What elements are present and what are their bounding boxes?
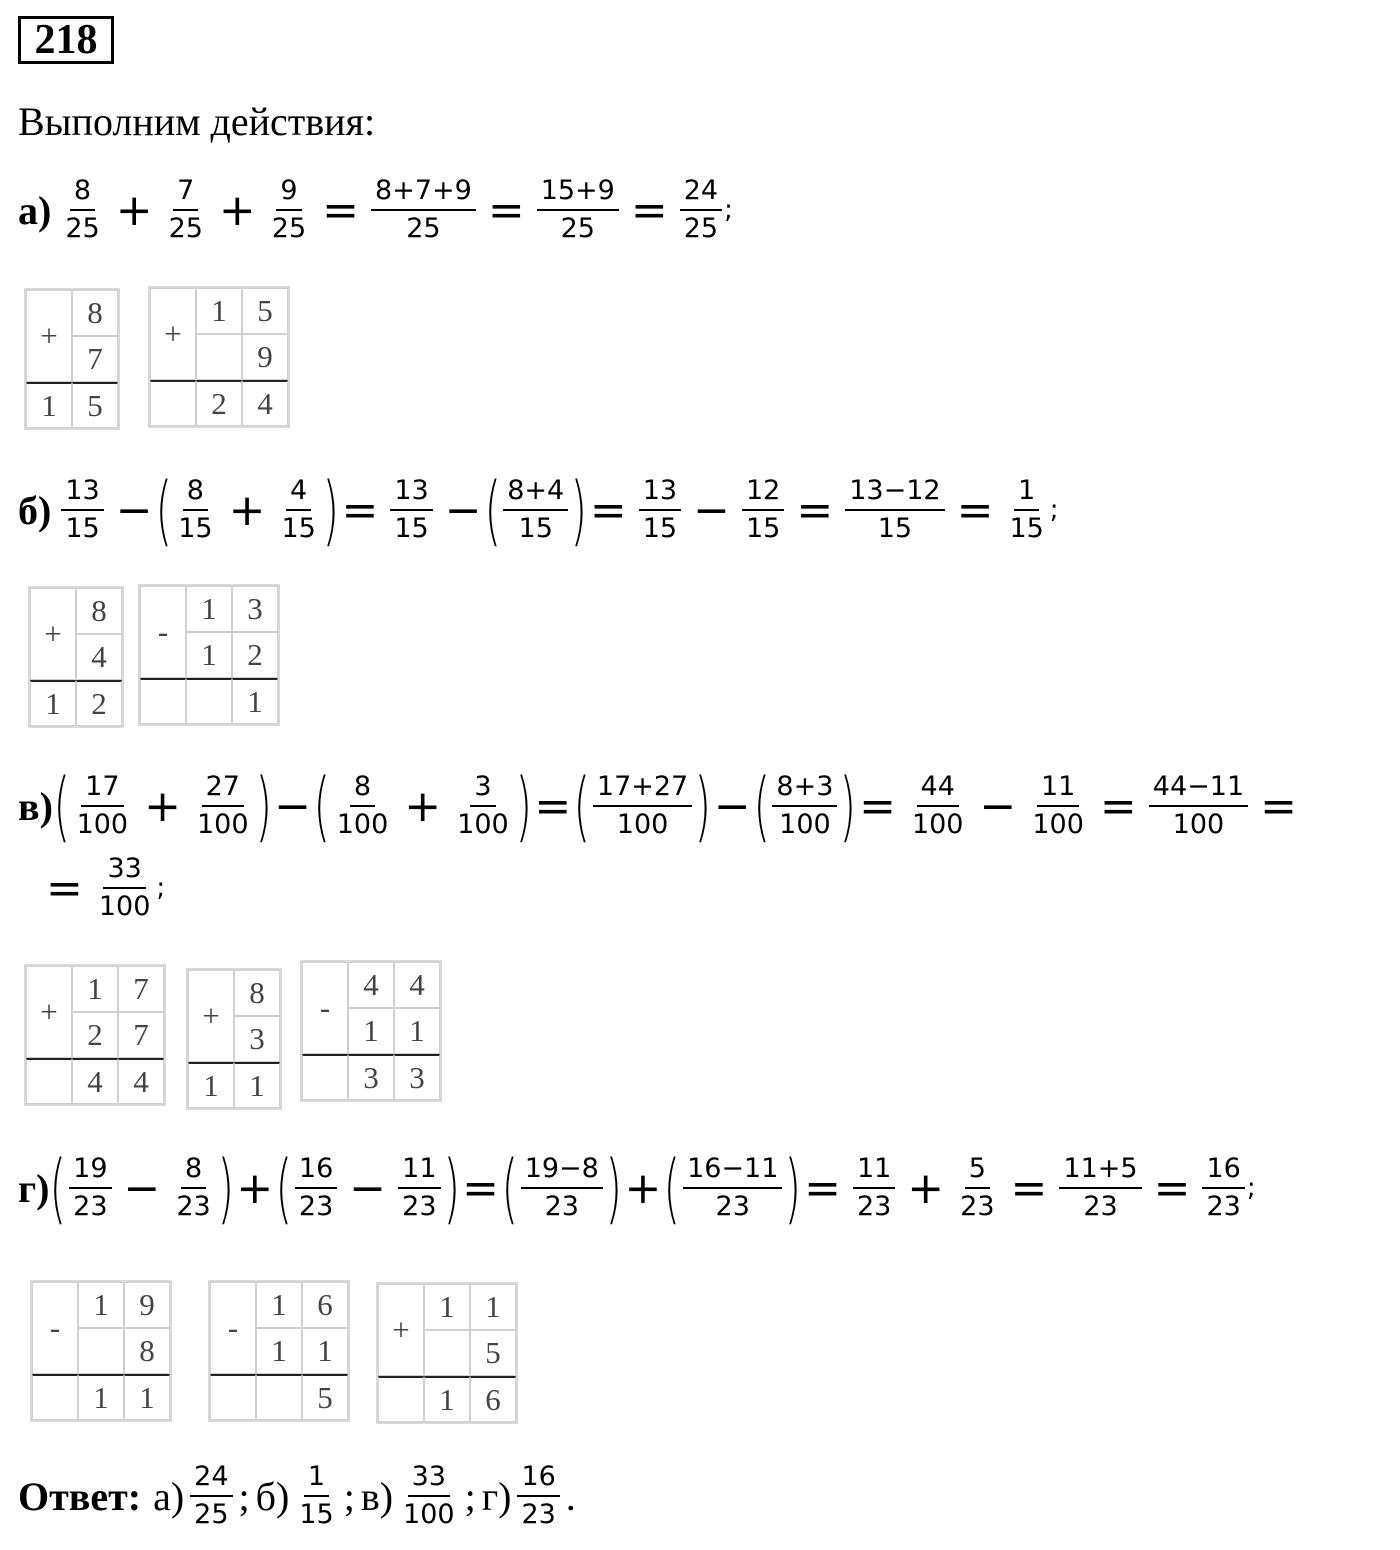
numerator: 27 [202,771,244,807]
operator: + [228,484,266,536]
fraction [956,1153,998,1223]
left-paren: ( [484,465,501,554]
calc-digit: 8 [72,290,118,336]
fraction [639,475,681,545]
equals: = [1010,1162,1048,1214]
semicolon: ; [724,195,733,225]
denominator: 15 [394,513,429,544]
calc-sign: + [378,1284,424,1376]
operator: − [349,1162,387,1214]
denominator: 23 [856,1191,892,1222]
numerator: 13 [61,475,103,511]
calc-digit: 2 [72,1012,118,1058]
fraction [1202,1153,1244,1223]
equals: = [46,862,83,914]
answer-line [18,1456,576,1536]
numerator: 5 [965,1153,990,1189]
equation-g [18,1143,1256,1232]
answer-b-label: б) [255,1473,290,1519]
calc-digit: 3 [232,586,278,632]
calc-digit: 1 [188,1062,234,1108]
calc-digit: 4 [118,1058,164,1104]
denominator: 23 [715,1191,750,1222]
denominator: 15 [745,513,781,544]
equals: = [630,184,668,236]
operator: − [123,1162,161,1214]
calc-digit: 1 [30,680,76,726]
fraction [399,1461,459,1531]
fraction [742,475,784,545]
denominator: 100 [197,809,249,840]
operator: + [624,1162,662,1214]
calc-digit: 1 [348,1008,394,1054]
semicolon: ; [1049,495,1059,525]
equation-v-cont [40,848,165,928]
numerator: 4 [286,475,311,511]
calc-digit: 1 [302,1328,348,1374]
calc-digit: 5 [470,1330,516,1376]
numerator: 11+5 [1059,1153,1141,1189]
numerator: 15+9 [537,175,619,211]
intro-text: Выполним действия: [18,99,376,144]
calc-digit: 3 [234,1016,280,1062]
denominator: 23 [176,1191,211,1222]
fraction [193,771,253,841]
numerator: 19 [69,1153,111,1189]
fraction [772,771,837,841]
problem-number: 218 [18,16,114,64]
numerator: 8 [183,475,208,511]
denominator: 23 [544,1191,579,1222]
denominator: 15 [518,513,553,544]
fraction [172,1153,214,1223]
equals: = [1099,780,1137,832]
calc-sign: - [302,962,348,1054]
right-paren: ) [694,761,712,850]
calc-digit: 9 [124,1282,170,1328]
fraction [333,771,393,841]
equation-v [18,761,1303,850]
numerator: 33 [408,1461,450,1497]
fraction [1059,1153,1141,1223]
fraction [277,475,319,545]
calc-digit: 2 [76,680,122,726]
fraction [453,771,513,841]
calc-digit: 8 [234,970,280,1016]
calc-digit [302,1054,348,1100]
calc-digit: 1 [234,1062,280,1108]
numerator: 17 [81,771,123,807]
calc-digit: 3 [348,1054,394,1100]
numerator: 1 [1014,475,1039,511]
fraction [537,175,619,245]
denominator: 100 [911,809,964,840]
equals: = [859,780,896,832]
calc-digit: 1 [424,1376,470,1422]
separator: ; [343,1473,355,1519]
calc-digit [32,1374,78,1420]
fraction [190,1461,232,1531]
fraction [174,475,216,545]
calc-digit: 5 [302,1374,348,1420]
fraction [853,1153,895,1223]
numerator: 8 [350,771,375,807]
calc-sign: + [150,288,196,380]
column-calc-b2 [138,584,280,726]
denominator: 25 [271,213,307,244]
calc-digit: 6 [470,1376,516,1422]
right-paren: ) [605,1143,622,1232]
operator: − [444,484,482,536]
numerator: 7 [173,175,198,211]
numerator: 8 [70,175,95,211]
column-calc-a1 [24,288,120,430]
right-paren: ) [515,761,532,850]
calc-digit: 9 [242,334,288,380]
calc-digit: 4 [348,962,394,1008]
calc-digit [196,334,242,380]
calc-digit: 6 [302,1282,348,1328]
calc-digit [186,678,232,724]
fraction [69,1153,111,1223]
calc-digit [210,1374,256,1420]
denominator: 100 [616,809,669,840]
left-paren: ( [753,761,770,850]
calc-sign: + [26,966,72,1058]
equation-b [18,465,1059,554]
numerator: 9 [276,175,301,211]
calc-digit: 4 [242,380,288,426]
calc-digit [78,1328,124,1374]
numerator: 24 [680,175,722,211]
fraction [295,1153,337,1223]
calc-digit: 1 [424,1284,470,1330]
operator: − [274,780,312,832]
fraction [517,1461,559,1531]
fraction [503,475,568,545]
left-paren: ( [275,1143,293,1232]
left-paren: ( [50,1143,67,1232]
denominator: 100 [457,809,509,840]
column-calc-b1 [28,586,124,728]
fraction [1028,771,1088,841]
denominator: 23 [960,1191,995,1222]
denominator: 25 [406,213,441,244]
calc-digit: 7 [118,1012,164,1058]
calc-digit: 1 [394,1008,440,1054]
numerator: 11 [1037,771,1079,807]
equation-a [18,170,733,250]
right-paren: ) [322,465,339,554]
calc-digit: 1 [196,288,242,334]
left-paren: ( [53,761,70,850]
operator: − [713,780,751,832]
numerator: 16−11 [683,1153,782,1189]
equals: = [341,484,379,536]
denominator: 100 [98,891,151,922]
left-paren: ( [155,465,172,554]
operator: − [979,780,1017,832]
fraction [683,1153,782,1223]
answer-g-label: г) [481,1473,512,1519]
denominator: 15 [65,513,100,544]
equals: = [534,780,572,832]
numerator: 13−12 [845,475,944,511]
column-calc-g2 [208,1280,350,1422]
column-calc-a2 [148,286,290,428]
right-paren: ) [255,761,272,850]
separator: ; [464,1473,476,1519]
denominator: 100 [1172,809,1225,840]
numerator: 11 [398,1153,440,1189]
denominator: 23 [298,1191,334,1222]
operator: + [144,780,181,832]
fraction [268,175,310,245]
calc-digit: 4 [394,962,440,1008]
denominator: 15 [1009,513,1044,544]
fraction [521,1153,603,1223]
numerator: 8 [181,1153,206,1189]
semicolon: ; [1246,1173,1256,1203]
numerator: 8+3 [772,771,837,807]
calc-digit: 1 [78,1282,124,1328]
semicolon: ; [156,873,166,903]
equals: = [804,1162,841,1214]
equals: = [589,484,627,536]
calc-digit [140,678,186,724]
numerator: 8+7+9 [371,175,476,211]
calc-digit: 1 [232,678,278,724]
operator: − [115,484,153,536]
label-g: г) [18,1165,50,1211]
calc-digit: 2 [196,380,242,426]
period: . [565,1473,576,1519]
denominator: 23 [73,1191,108,1222]
calc-sign: - [210,1282,256,1374]
separator: ; [238,1473,250,1519]
denominator: 25 [560,213,595,244]
calc-digit: 4 [72,1058,118,1104]
fraction [61,175,103,245]
answer-a-label: а) [153,1473,185,1519]
denominator: 100 [336,809,389,840]
fraction [390,475,432,545]
left-paren: ( [501,1143,519,1232]
right-paren: ) [570,465,588,554]
fraction [95,853,155,923]
numerator: 16 [517,1461,559,1497]
calc-digit: 1 [26,382,72,428]
fraction [398,1153,440,1223]
denominator: 15 [178,513,213,544]
calc-digit [378,1376,424,1422]
numerator: 1 [304,1461,329,1497]
answer-label: Ответ: [18,1473,142,1519]
fraction [61,475,103,545]
denominator: 23 [521,1499,556,1530]
operator: + [115,184,153,236]
calc-sign: + [26,290,72,382]
equals: = [1153,1162,1191,1214]
calc-sign: + [30,588,76,680]
denominator: 23 [1083,1191,1118,1222]
fraction [845,475,944,545]
calc-digit [150,380,196,426]
answer-v-label: в) [360,1473,394,1519]
fraction [593,771,692,841]
fraction [295,1461,337,1531]
denominator: 100 [1032,809,1084,840]
denominator: 100 [76,809,129,840]
numerator: 8+4 [503,475,568,511]
equals: = [956,484,994,536]
fraction [908,771,968,841]
numerator: 13 [390,475,432,511]
numerator: 3 [470,771,495,807]
numerator: 12 [742,475,784,511]
numerator: 19−8 [521,1153,603,1189]
operator: + [404,780,442,832]
calc-digit: 1 [186,586,232,632]
calc-digit: 1 [186,632,232,678]
label-a: а) [18,187,52,233]
calc-digit: 1 [256,1328,302,1374]
calc-digit: 1 [72,966,118,1012]
label-v: в) [18,783,53,829]
denominator: 25 [168,213,203,244]
denominator: 15 [877,513,913,544]
denominator: 100 [403,1499,455,1530]
calc-digit: 2 [232,632,278,678]
calc-digit: 1 [470,1284,516,1330]
denominator: 15 [642,513,678,544]
operator: + [907,1162,945,1214]
calc-digit: 1 [124,1374,170,1420]
numerator: 33 [103,853,145,889]
column-calc-v1 [24,964,166,1106]
equals: = [796,484,834,536]
denominator: 25 [683,213,719,244]
operator: + [218,184,256,236]
calc-digit: 8 [76,588,122,634]
column-calc-g1 [30,1280,172,1422]
denominator: 15 [281,513,316,544]
column-calc-g3 [376,1282,518,1424]
calc-digit: 3 [394,1054,440,1100]
numerator: 44−11 [1149,771,1248,807]
left-paren: ( [573,761,591,850]
left-paren: ( [664,1143,681,1232]
right-paren: ) [217,1143,234,1232]
right-paren: ) [443,1143,460,1232]
calc-sign: + [188,970,234,1062]
fraction [1005,475,1047,545]
operator: − [693,484,730,536]
column-calc-v2 [186,968,282,1110]
denominator: 23 [402,1191,437,1222]
denominator: 25 [65,213,100,244]
calc-digit: 7 [72,336,118,382]
equals: = [1260,780,1297,832]
calc-digit: 5 [72,382,118,428]
fraction [1149,771,1248,841]
fraction [680,175,722,245]
calc-digit: 5 [242,288,288,334]
calc-digit: 1 [256,1282,302,1328]
numerator: 44 [917,771,959,807]
denominator: 23 [1206,1191,1241,1222]
right-paren: ) [840,761,857,850]
fraction [165,175,207,245]
left-paren: ( [313,761,331,850]
numerator: 16 [295,1153,337,1189]
fraction [73,771,133,841]
fraction [371,175,476,245]
numerator: 16 [1202,1153,1244,1189]
calc-digit [26,1058,72,1104]
equals: = [462,1162,500,1214]
right-paren: ) [785,1143,802,1232]
column-calc-v3 [300,960,442,1102]
denominator: 100 [779,809,831,840]
calc-sign: - [140,586,186,678]
calc-digit: 8 [124,1328,170,1374]
operator: + [236,1162,274,1214]
equals: = [487,184,525,236]
calc-digit: 4 [76,634,122,680]
calc-sign: - [32,1282,78,1374]
equals: = [322,184,360,236]
numerator: 24 [190,1461,232,1497]
label-b: б) [18,487,52,533]
numerator: 13 [639,475,681,511]
numerator: 11 [853,1153,895,1189]
calc-digit [256,1374,302,1420]
denominator: 15 [299,1499,334,1530]
numerator: 17+27 [593,771,692,807]
calc-digit: 1 [78,1374,124,1420]
calc-digit [424,1330,470,1376]
denominator: 25 [194,1499,229,1530]
calc-digit: 7 [118,966,164,1012]
